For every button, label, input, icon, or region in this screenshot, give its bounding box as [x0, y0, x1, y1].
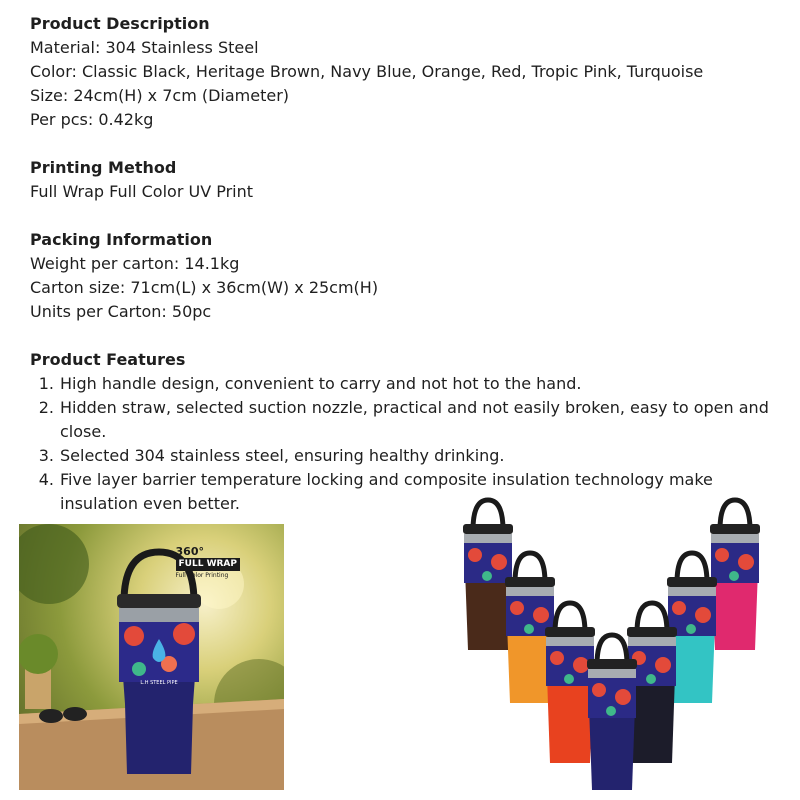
feature-number: 1.	[38, 374, 54, 393]
tumbler-brown	[463, 500, 513, 650]
feature-number: 4.	[38, 470, 54, 489]
color-line: Color: Classic Black, Heritage Brown, Navy Blue, Orange, Red, Tropic Pink, Turquoise	[30, 62, 704, 81]
packing-title: Packing Information	[30, 230, 213, 249]
tumbler-pink	[710, 500, 760, 650]
badge-degrees: 360°	[175, 545, 204, 558]
carton-size-line: Carton size: 71cm(L) x 36cm(W) x 25cm(H)	[30, 278, 379, 297]
printing-section	[30, 156, 795, 204]
units-per-carton-line: Units per Carton: 50pc	[30, 302, 212, 321]
feature-item	[30, 372, 795, 396]
features-section	[30, 348, 795, 516]
full-wrap-badge	[176, 546, 240, 580]
size-line: Size: 24cm(H) x 7cm (Diameter)	[30, 86, 290, 105]
feature-text: Five layer barrier temperature locking and composite insulation technology make insulation even better.	[60, 470, 713, 513]
weight-line: Per pcs: 0.42kg	[30, 110, 154, 129]
feature-number: 2.	[38, 398, 54, 417]
carton-weight-line: Weight per carton: 14.1kg	[30, 254, 240, 273]
packing-section	[30, 228, 795, 324]
material-line: Material: 304 Stainless Steel	[30, 38, 259, 57]
feature-text: Selected 304 stainless steel, ensuring healthy drinking.	[60, 446, 505, 465]
printing-line: Full Wrap Full Color UV Print	[30, 182, 254, 201]
description-title: Product Description	[30, 14, 210, 33]
badge-subtitle: Full Color Printing	[175, 572, 229, 579]
feature-text: High handle design, convenient to carry and not hot to the hand.	[60, 374, 582, 393]
feature-item	[30, 444, 795, 468]
tumbler-red	[545, 603, 595, 763]
feature-item	[30, 396, 795, 444]
features-title: Product Features	[30, 350, 186, 369]
tumbler-logo-text: L.H STEEL PIPE	[140, 680, 178, 686]
badge-full-wrap: FULL WRAP	[176, 558, 240, 571]
tumbler-color-lineup	[455, 495, 785, 795]
description-section	[30, 12, 795, 132]
photo-scene	[19, 524, 284, 790]
feature-number: 3.	[38, 446, 54, 465]
product-lifestyle-photo	[19, 524, 284, 790]
tumbler-lineup-illustration	[455, 495, 785, 795]
printing-title: Printing Method	[30, 158, 177, 177]
feature-text: Hidden straw, selected suction nozzle, practical and not easily broken, easy to open and close.	[60, 398, 769, 441]
product-document	[30, 12, 795, 516]
